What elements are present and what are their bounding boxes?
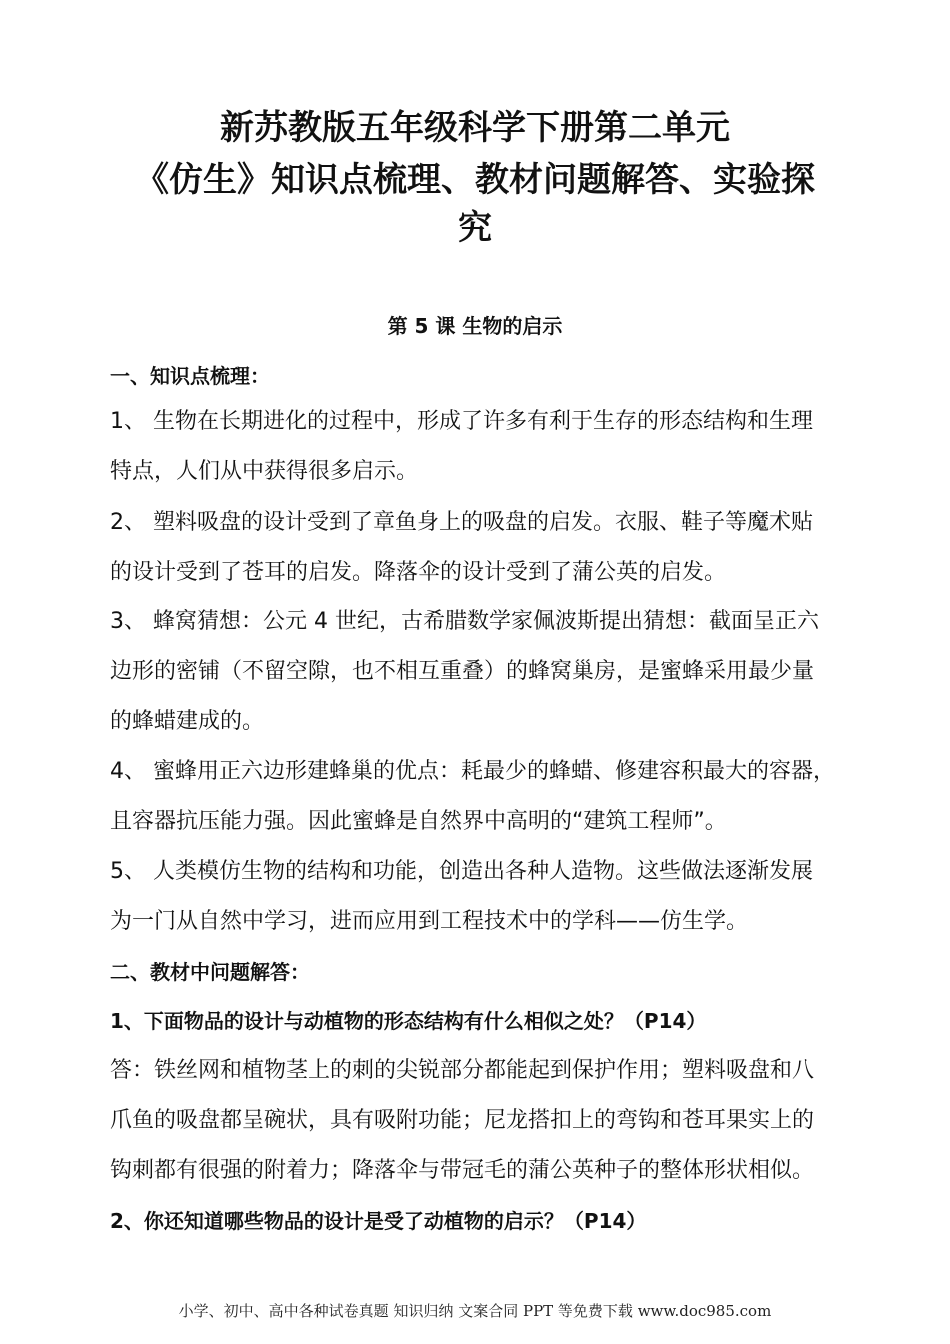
question-1: 1、下面物品的设计与动植物的形态结构有什么相似之处？（P14） <box>110 1009 707 1033</box>
knowledge-line: 2、 塑料吸盘的设计受到了章鱼身上的吸盘的启发。衣服、鞋子等魔术贴 <box>110 510 813 535</box>
knowledge-line: 边形的密铺（不留空隙，也不相互重叠）的蜂窝巢房，是蜜蜂采用最少量 <box>110 659 815 684</box>
document-title-line-3: 究 <box>458 208 492 248</box>
document-title-line-2: 《仿生》知识点梳理、教材问题解答、实验探 <box>135 160 815 200</box>
knowledge-line: 5、 人类模仿生物的结构和功能，创造出各种人造物。这些做法逐渐发展 <box>110 859 813 884</box>
lesson-title: 第 5 课 生物的启示 <box>387 314 563 338</box>
knowledge-line: 的蜂蜡建成的。 <box>110 709 265 734</box>
question-2: 2、你还知道哪些物品的设计是受了动植物的启示？（P14） <box>110 1209 647 1233</box>
knowledge-line: 3、 蜂窝猜想：公元 4 世纪，古希腊数学家佩波斯提出猜想：截面呈正六 <box>110 609 819 634</box>
page-footer: 小学、初中、高中各种试卷真题 知识归纳 文案合同 PPT 等免费下载 www.doc985.com <box>178 1302 772 1320</box>
section-heading-questions: 二、教材中问题解答： <box>110 960 310 984</box>
document-title-line-1: 新苏教版五年级科学下册第二单元 <box>220 108 730 148</box>
answer-1-line: 答：铁丝网和植物茎上的刺的尖锐部分都能起到保护作用；塑料吸盘和八 <box>110 1058 815 1083</box>
knowledge-line: 为一门从自然中学习，进而应用到工程技术中的学科——仿生学。 <box>110 909 749 934</box>
knowledge-line: 的设计受到了苍耳的启发。降落伞的设计受到了蒲公英的启发。 <box>110 560 727 585</box>
knowledge-line: 1、 生物在长期进化的过程中，形成了许多有利于生存的形态结构和生理 <box>110 409 813 434</box>
section-heading-knowledge: 一、知识点梳理： <box>110 364 270 388</box>
answer-1-line: 爪鱼的吸盘都呈碗状，具有吸附功能；尼龙搭扣上的弯钩和苍耳果实上的 <box>110 1108 815 1133</box>
knowledge-line: 特点，人们从中获得很多启示。 <box>110 459 419 484</box>
knowledge-line: 4、 蜜蜂用正六边形建蜂巢的优点：耗最少的蜂蜡、修建容积最大的容器， <box>110 759 835 784</box>
answer-1-line: 钩刺都有很强的附着力；降落伞与带冠毛的蒲公英种子的整体形状相似。 <box>110 1158 815 1183</box>
knowledge-line: 且容器抗压能力强。因此蜜蜂是自然界中高明的“建筑工程师”。 <box>110 809 727 834</box>
